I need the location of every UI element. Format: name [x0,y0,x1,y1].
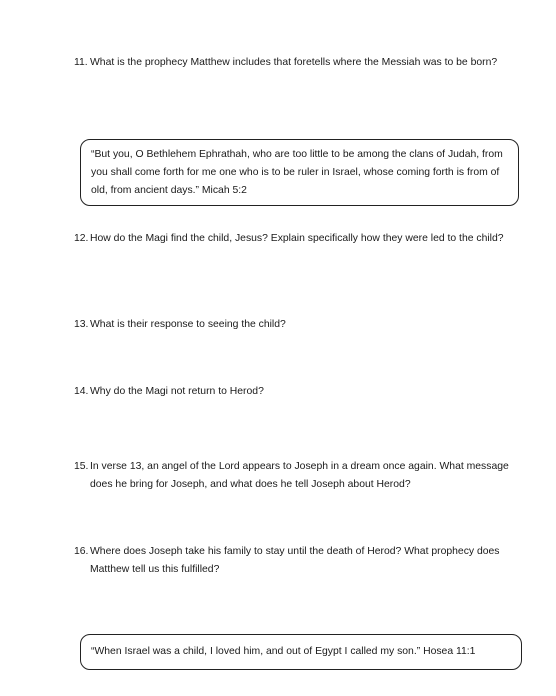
question-number: 16. [74,546,89,557]
question-11 [74,54,514,72]
question-text: Where does Joseph take his family to stay until the death of Herod? What prophecy does Matthew tell us this fulfilled? [90,546,500,575]
scripture-quote-text: “When Israel was a child, I loved him, and out of Egypt I called my son.” Hosea 11:1 [91,646,476,657]
question-text: How do the Magi find the child, Jesus? Explain specifically how they were led to the child? [90,233,504,244]
scripture-quote-text: “But you, O Bethlehem Ephrathah, who are too little to be among the clans of Judah, from you shall come forth for me one who is to be ruler in Israel, whose coming forth is from of old, from ancient days.” Micah 5:2 [91,149,503,196]
question-text: In verse 13, an angel of the Lord appears to Joseph in a dream once again. What message does he bring for Joseph, and what does he tell Joseph about Herod? [90,461,509,490]
question-15 [74,458,514,494]
question-number: 13. [74,319,89,330]
question-number: 12. [74,233,89,244]
question-number: 15. [74,461,89,472]
question-text: Why do the Magi not return to Herod? [90,386,264,397]
question-16 [74,543,514,579]
question-number: 14. [74,386,89,397]
question-number: 11. [74,57,88,68]
question-12 [74,230,514,248]
scripture-quote-box-micah [80,139,519,206]
question-13 [74,316,514,334]
question-14 [74,383,514,401]
question-text: What is their response to seeing the child? [90,319,286,330]
scripture-quote-box-hosea [80,634,522,670]
question-text: What is the prophecy Matthew includes that foretells where the Messiah was to be born? [90,57,498,68]
